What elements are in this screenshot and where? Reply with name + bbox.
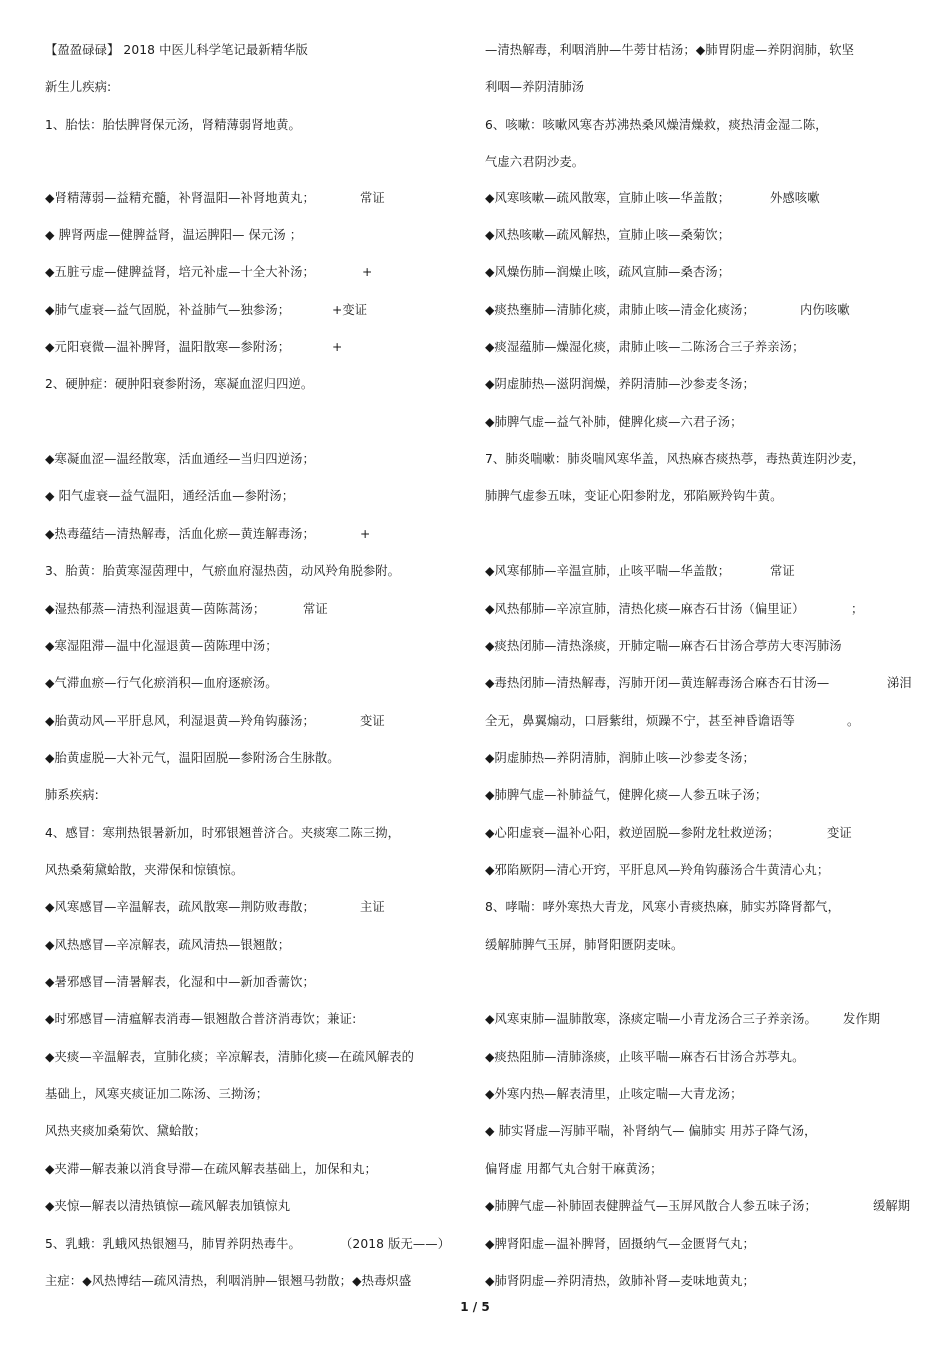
line-annotation: 外感咳嗽 xyxy=(770,191,820,205)
left-text-line xyxy=(45,1123,206,1139)
right-text-line xyxy=(485,563,795,579)
line-text: 1、胎怯：胎怯脾肾保元汤，肾精薄弱肾地黄。 xyxy=(45,118,301,132)
right-text-line xyxy=(485,227,730,243)
line-text: ◆毒热闭肺—清热解毒，泻肺开闭—黄连解毒汤合麻杏石甘汤— xyxy=(485,676,830,690)
left-text-line xyxy=(45,79,111,95)
line-text: 缓解肺脾气玉屏，肺肾阳匮阴麦味。 xyxy=(485,938,684,952)
line-text: ◆肺脾气虚—补肺固表健脾益气—玉屏风散合人参五味子汤； xyxy=(485,1199,817,1213)
line-text: ◆痰热阻肺—清肺涤痰，止咳平喘—麻杏石甘汤合苏葶丸。 xyxy=(485,1050,805,1064)
line-text: ◆风燥伤肺—润燥止咳，疏风宣肺—桑杏汤； xyxy=(485,265,731,279)
right-text-line xyxy=(485,862,829,878)
line-annotation: + xyxy=(360,527,371,541)
line-text: ◆风热感冒—辛凉解表，疏风清热—银翘散； xyxy=(45,938,291,952)
right-text-line xyxy=(485,1011,881,1027)
left-text-line xyxy=(45,937,290,953)
left-text-line xyxy=(45,899,385,915)
right-text-line xyxy=(485,42,854,58)
line-text: ◆外寒内热—解表清里，止咳定喘—大青龙汤； xyxy=(485,1087,743,1101)
line-text: ◆风热郁肺—辛凉宣肺，清热化痰—麻杏石甘汤（偏里证） xyxy=(485,602,805,616)
line-text: ◆夹惊—解表以清热镇惊—疏风解表加镇惊丸 xyxy=(45,1199,291,1213)
right-text-line xyxy=(485,264,730,280)
line-text: ◆风寒咳嗽—疏风散寒，宣肺止咳—华盖散； xyxy=(485,191,731,205)
line-text: ◆夹滞—解表兼以消食导滞—在疏风解表基础上，加保和丸； xyxy=(45,1162,377,1176)
line-text: 偏肾虚 用都气丸合射干麻黄汤； xyxy=(485,1162,663,1176)
right-text-line xyxy=(485,1236,755,1252)
line-text: ◆寒湿阻滞—温中化湿退黄—茵陈理中汤； xyxy=(45,639,278,653)
line-text: 8、哮喘：哮外寒热大青龙，风寒小青痰热麻，肺实苏降肾都气， xyxy=(485,900,841,914)
line-annotation: + xyxy=(362,265,373,279)
line-text: ◆风热咳嗽—疏风解热，宣肺止咳—桑菊饮； xyxy=(485,228,731,242)
page-number: 1 / 5 xyxy=(460,1300,490,1314)
left-text-line xyxy=(45,1273,411,1289)
line-annotation: 常证 xyxy=(303,602,328,616)
line-annotation: 常证 xyxy=(360,191,385,205)
line-text: 肺系疾病: xyxy=(45,788,99,802)
right-text-line xyxy=(485,154,584,170)
line-text: ◆夹痰—辛温解表，宣肺化痰；辛凉解表，清肺化痰—在疏风解表的 xyxy=(45,1050,415,1064)
left-text-line xyxy=(45,974,315,990)
left-text-line xyxy=(45,825,400,841)
left-text-line xyxy=(45,264,373,280)
line-text: ◆胎黄虚脱—大补元气，温阳固脱—参附汤合生脉散。 xyxy=(45,751,340,765)
line-text: 利咽—养阴清肺汤 xyxy=(485,80,585,94)
right-text-line xyxy=(485,1161,663,1177)
left-text-line xyxy=(45,1049,414,1065)
right-text-line xyxy=(485,339,804,355)
line-text: ◆肺脾气虚—益气补肺，健脾化痰—六君子汤； xyxy=(485,415,743,429)
left-text-line xyxy=(45,601,328,617)
left-text-line xyxy=(45,675,278,691)
line-text: 2、硬肿症：硬肿阳衰参附汤，寒凝血涩归四逆。 xyxy=(45,377,314,391)
line-text: 5、乳蛾：乳蛾风热银翘马，肺胃养阴热毒牛。 xyxy=(45,1237,301,1251)
line-annotation: + xyxy=(332,340,343,354)
line-text: ◆邪陷厥阴—清心开窍，平肝息风—羚角钩藤汤合牛黄清心丸； xyxy=(485,863,830,877)
line-text: ◆湿热郁蒸—清热利湿退黄—茵陈蒿汤； xyxy=(45,602,266,616)
line-annotation: 缓解期 xyxy=(873,1199,911,1213)
line-text: ◆风寒感冒—辛温解表，疏风散寒—荆防败毒散； xyxy=(45,900,315,914)
left-text-line xyxy=(45,1161,377,1177)
left-text-line xyxy=(45,1236,451,1252)
right-text-line xyxy=(485,414,743,430)
line-text: 4、感冒：寒荆热银暑新加，时邪银翘普济合。夹痰寒二陈三拗， xyxy=(45,826,401,840)
line-text: 新生儿疾病: xyxy=(45,80,112,94)
line-text: 肺脾气虚参五味，变证心阳参附龙，邪陷厥羚钩牛黄。 xyxy=(485,489,783,503)
line-text: 7、肺炎喘嗽：肺炎喘风寒华盖，风热麻杏痰热葶，毒热黄连阴沙麦， xyxy=(485,452,865,466)
left-text-line xyxy=(45,451,315,467)
right-text-line xyxy=(485,787,767,803)
right-text-line xyxy=(485,1123,817,1139)
line-text: 3、胎黄：胎黄寒湿茵理中，气瘀血府湿热茵，动风羚角脱参附。 xyxy=(45,564,401,578)
line-text: ◆胎黄动风—平肝息风，利湿退黄—羚角钩藤汤； xyxy=(45,714,315,728)
line-text: ◆阴虚肺热—滋阴润燥，养阴清肺—沙参麦冬汤； xyxy=(485,377,755,391)
left-text-line xyxy=(45,563,400,579)
right-text-line xyxy=(485,899,840,915)
line-text: ◆脾肾阳虚—温补脾肾，固摄纳气—金匮肾气丸； xyxy=(485,1237,755,1251)
line-text: ◆暑邪感冒—清暑解表，化湿和中—新加香薷饮； xyxy=(45,975,315,989)
right-text-line xyxy=(485,1198,911,1214)
line-text: ◆肺肾阴虚—养阴清热，敛肺补肾—麦味地黄丸； xyxy=(485,1274,755,1288)
line-annotation: 涕泪 xyxy=(887,676,912,690)
line-text: 【盈盈碌碌】 2018 中医儿科学笔记最新精华版 xyxy=(45,43,308,57)
right-text-line xyxy=(485,1273,755,1289)
line-text: ◆热毒蕴结—清热解毒，活血化瘀—黄连解毒汤； xyxy=(45,527,315,541)
line-annotation: （2018 版无——） xyxy=(340,1237,451,1251)
left-text-line xyxy=(45,526,371,542)
line-annotation: 变证 xyxy=(827,826,852,840)
left-text-line xyxy=(45,713,385,729)
line-annotation: 。 xyxy=(847,714,860,728)
line-text: ◆元阳衰微—温补脾肾，温阳散寒—参附汤； xyxy=(45,340,291,354)
left-text-line xyxy=(45,638,278,654)
line-annotation: +变证 xyxy=(332,303,368,317)
line-text: 风热桑菊黛蛤散，夹滞保和惊镇惊。 xyxy=(45,863,244,877)
line-text: —清热解毒，利咽消肿—牛蒡甘桔汤；◆肺胃阴虚—养阴润肺，软坚 xyxy=(485,43,855,57)
left-text-line xyxy=(45,488,294,504)
line-text: 主症：◆风热博结—疏风清热，利咽消肿—银翘马勃散；◆热毒炽盛 xyxy=(45,1274,412,1288)
line-text: ◆痰热壅肺—清肺化痰，肃肺止咳—清金化痰汤； xyxy=(485,303,755,317)
line-text: ◆痰湿蕴肺—燥湿化痰，肃肺止咳—二陈汤合三子养亲汤； xyxy=(485,340,805,354)
right-text-line xyxy=(485,675,912,691)
line-annotation: 发作期 xyxy=(843,1012,881,1026)
right-text-line xyxy=(485,451,865,467)
right-text-line xyxy=(485,488,783,504)
left-text-line xyxy=(45,227,302,243)
right-text-line xyxy=(485,1049,804,1065)
line-annotation: 常证 xyxy=(770,564,795,578)
line-text: ◆ 阳气虚衰—益气温阳，通经活血—参附汤； xyxy=(45,489,295,503)
line-text: 6、咳嗽：咳嗽风寒杏苏沸热桑风燥清燥救，痰热清金湿二陈， xyxy=(485,118,828,132)
right-text-line xyxy=(485,638,842,654)
left-text-line xyxy=(45,1086,268,1102)
line-text: 基础上，风寒夹痰证加二陈汤、三拗汤； xyxy=(45,1087,269,1101)
line-text: 风热夹痰加桑菊饮、黛蛤散； xyxy=(45,1124,207,1138)
right-text-line xyxy=(485,117,828,133)
line-text: ◆心阳虚衰—温补心阳，救逆固脱—参附龙牡救逆汤； xyxy=(485,826,780,840)
line-text: ◆肾精薄弱—益精充髓，补肾温阳—补肾地黄丸； xyxy=(45,191,315,205)
left-text-line xyxy=(45,117,301,133)
line-text: ◆阴虚肺热—养阴清肺，润肺止咳—沙参麦冬汤； xyxy=(485,751,755,765)
left-text-line xyxy=(45,787,99,803)
line-text: 气虚六君阴沙麦。 xyxy=(485,155,585,169)
line-annotation: ； xyxy=(851,602,864,616)
right-text-line xyxy=(485,713,860,729)
line-annotation: 内伤咳嗽 xyxy=(800,303,850,317)
line-text: ◆气滞血瘀—行气化瘀消积—血府逐瘀汤。 xyxy=(45,676,278,690)
line-text: ◆ 肺实肾虚—泻肺平喘，补肾纳气— 偏肺实 用苏子降气汤， xyxy=(485,1124,817,1138)
left-text-line xyxy=(45,1198,290,1214)
left-text-line xyxy=(45,190,385,206)
left-text-line xyxy=(45,1011,356,1027)
line-text: ◆风寒束肺—温肺散寒，涤痰定喘—小青龙汤合三子养亲汤。 xyxy=(485,1012,817,1026)
right-text-line xyxy=(485,376,755,392)
line-text: ◆ 脾肾两虚—健脾益肾，温运脾阳— 保元汤 ； xyxy=(45,228,303,242)
line-text: ◆肺气虚衰—益气固脱，补益肺气—独参汤； xyxy=(45,303,291,317)
line-text: ◆寒凝血涩—温经散寒，活血通经—当归四逆汤； xyxy=(45,452,315,466)
line-text: ◆时邪感冒—清瘟解表消毒—银翘散合普济消毒饮；兼证: xyxy=(45,1012,357,1026)
line-text: ◆五脏亏虚—健脾益肾，培元补虚—十全大补汤； xyxy=(45,265,315,279)
line-text: ◆风寒郁肺—辛温宣肺，止咳平喘—华盖散； xyxy=(485,564,731,578)
left-text-line xyxy=(45,339,343,355)
right-text-line xyxy=(485,825,852,841)
line-annotation: 主证 xyxy=(360,900,385,914)
left-text-line xyxy=(45,862,243,878)
right-text-line xyxy=(485,190,820,206)
line-text: 全无，鼻翼煽动，口唇紫绀，烦躁不宁，甚至神昏谵语等 xyxy=(485,714,795,728)
left-text-line xyxy=(45,376,313,392)
right-text-line xyxy=(485,601,864,617)
line-text: ◆肺脾气虚—补肺益气，健脾化痰—人参五味子汤； xyxy=(485,788,768,802)
right-text-line xyxy=(485,750,755,766)
left-text-line xyxy=(45,750,340,766)
right-text-line xyxy=(485,79,584,95)
right-text-line xyxy=(485,1086,743,1102)
right-text-line xyxy=(485,302,850,318)
left-text-line xyxy=(45,302,368,318)
line-annotation: 变证 xyxy=(360,714,385,728)
line-text: ◆痰热闭肺—清热涤痰，开肺定喘—麻杏石甘汤合葶苈大枣泻肺汤 xyxy=(485,639,842,653)
right-text-line xyxy=(485,937,683,953)
left-text-line xyxy=(45,42,308,58)
